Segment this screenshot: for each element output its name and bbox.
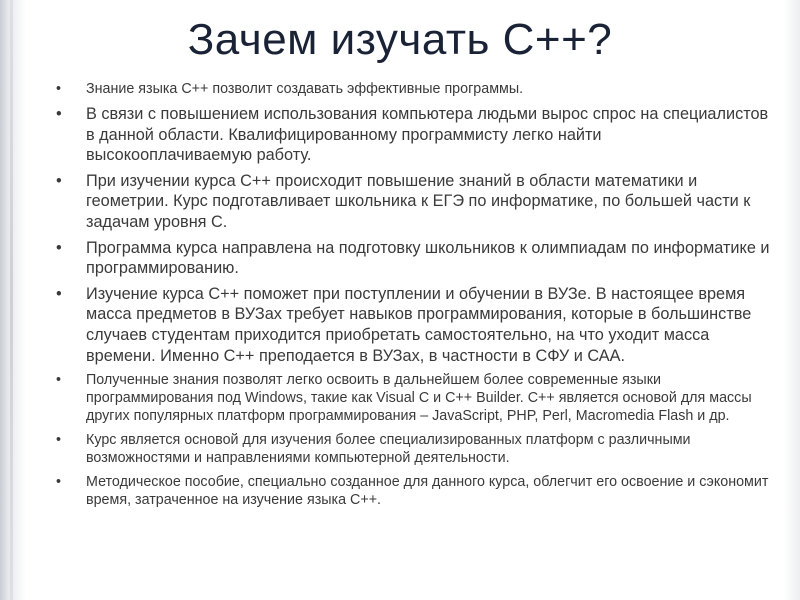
decorative-left-stripe (10, 0, 13, 600)
list-item (54, 473, 770, 509)
bullet-text: Программа курса направлена на подготовку школьников к олимпиадам по информатике и программированию. (86, 238, 770, 278)
bullet-icon: • (56, 284, 62, 303)
slide-title: Зачем изучать С++? (187, 15, 613, 64)
list-item (54, 171, 770, 233)
bullet-icon: • (56, 372, 62, 389)
bullet-text: Полученные знания позволят легко освоить в дальнейшем более современные языки программирования под Windows, такие как Visual C и C++ Builder. C++ является основой для массы других популярных платформ программирования – JavaScript, PHP, Perl, Macromedia Flash и др. (86, 372, 752, 425)
bullet-icon: • (56, 171, 62, 190)
list-item (54, 80, 770, 98)
bullet-icon: • (56, 238, 62, 257)
bullet-text: В связи с повышением использования компьютера людьми вырос спрос на специалистов в данной области. Квалифицированному программисту легко найти высокооплачиваемую работу. (86, 105, 769, 165)
bullet-icon: • (56, 105, 62, 123)
bullet-list (54, 80, 770, 515)
bullet-text: Курс является основой для изучения более специализированных платформ с различными возможностями и направлениями компьютерной деятельности. (86, 432, 691, 467)
bullet-icon: • (56, 474, 62, 491)
list-item (54, 371, 770, 425)
list-item (54, 238, 770, 279)
list-item (54, 431, 770, 467)
bullet-text: При изучении курса С++ происходит повышение знаний в области математики и геометрии. Курс подготавливает школьника к ЕГЭ по информатике, по большей части к задачам уровня С. (86, 171, 751, 231)
list-item (54, 104, 770, 166)
bullet-icon: • (56, 432, 62, 449)
bullet-text: Знание языка С++ позволит создавать эффективные программы. (86, 81, 524, 97)
bullet-text: Изучение курса С++ поможет при поступлении и обучении в ВУЗе. В настоящее время масса предметов в ВУЗах требует навыков программирования, которые в большинстве случаев студентам приходится приобретать самостоятельно, на что уходит масса времени. Именно С++ преподается в ВУЗах, в частности в СФУ и САА. (86, 284, 752, 365)
list-item (54, 284, 770, 366)
bullet-icon: • (56, 81, 62, 97)
bullet-text: Методическое пособие, специально созданное для данного курса, облегчит его освоение и сэкономит время, затраченное на изучение языка С++. (86, 474, 769, 509)
